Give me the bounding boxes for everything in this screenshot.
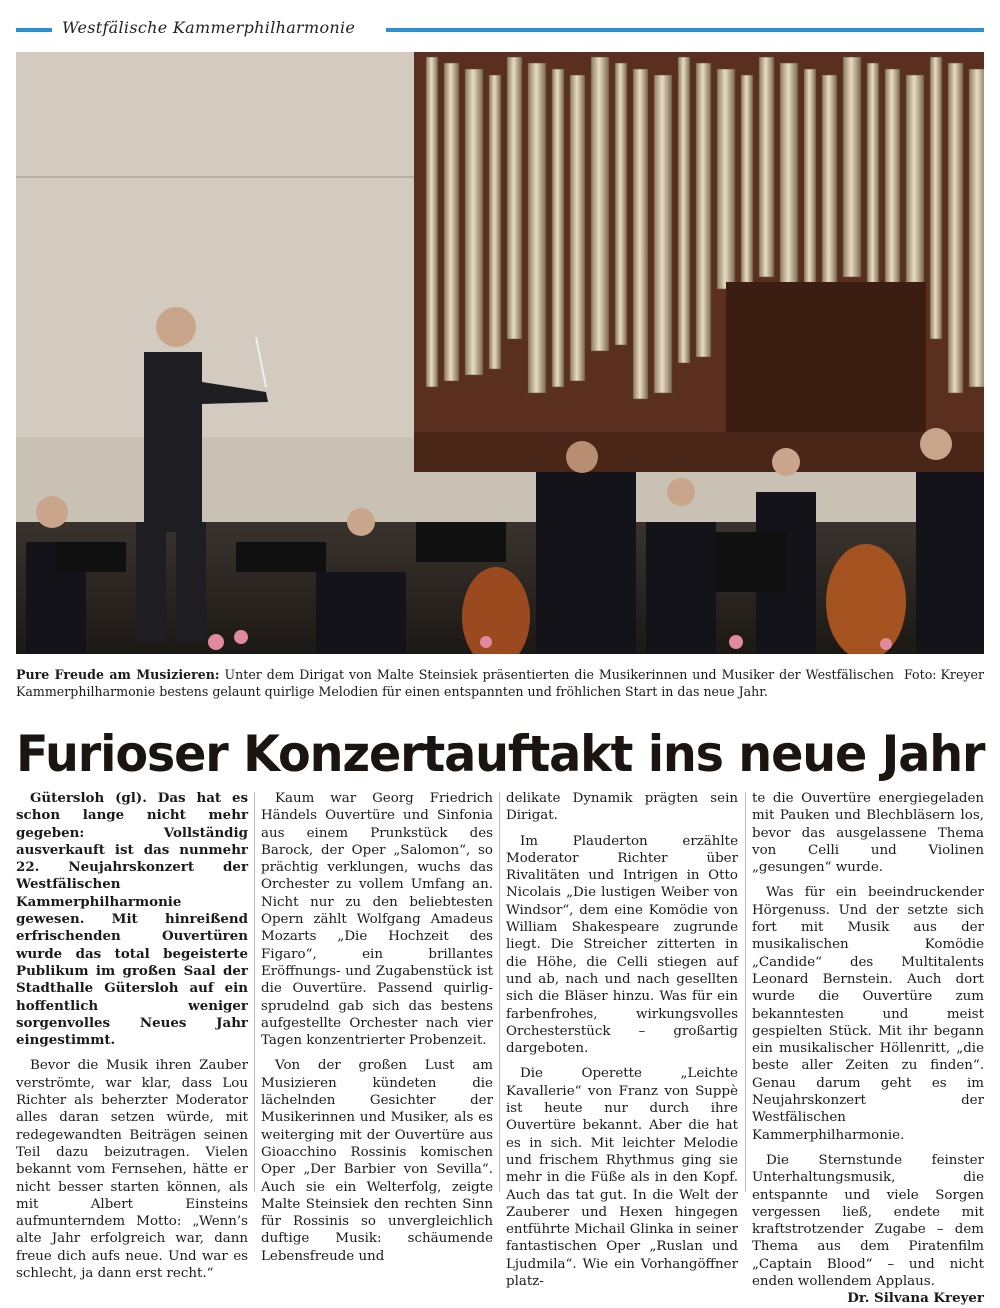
article-paragraph-continued: delikate Dynamik prägten sein Dirigat. xyxy=(506,791,738,824)
organ-pipe xyxy=(528,63,546,393)
organ-pipe xyxy=(885,69,900,289)
caption-text: Unter dem Dirigat von Malte Steinsiek präsentierten die Musikerinnen und Musiker der Westfälischen Kammerphilharmonie bestens gelaunt quirlige Melodien für einen entspannten und fröhlichen Start in das neue Jahr. xyxy=(16,667,894,699)
organ-pipe xyxy=(465,69,483,375)
photo-caption xyxy=(16,666,984,700)
article-lead-paragraph: Gütersloh (gl). Das hat es schon lange nicht mehr gegeben: Vollständig ausverkauft ist das nunmehr 22. Neujahrskonzert der Westfälischen Kammerphilharmonie gewesen. Mit hinreißend erfrischenden Ouvertüren wurde das total begeisterte Publikum im großen Saal der Stadthalle Gütersloh auf ein hoffentlich weniger sorgenvolles Neues Jahr eingestimmt. xyxy=(16,790,248,1049)
organ-pipe xyxy=(780,63,798,283)
section-header xyxy=(16,18,984,42)
organ-pipe xyxy=(822,75,837,295)
organ-pipe xyxy=(678,57,690,363)
column-divider xyxy=(745,792,746,1192)
organ-pipe xyxy=(615,63,627,345)
organ-pipe xyxy=(804,69,816,289)
organ-pipe xyxy=(906,75,924,295)
organ-pipe xyxy=(444,63,459,381)
organ-pipe xyxy=(633,69,648,399)
article-paragraph: Von der großen Lust am Musizieren kündeten die lächelnden Gesichter der Musikerinnen und Musiker, als es weiterging mit der Ouvertüre aus Gioacchino Rossinis komischen Oper „Der Barbier von Sevilla“. Auch sie ein Welterfolg, zeigte Malte Steinsiek den rechten Sinn für Rossinis so unvergleichlich duftige Musik: schäumende Lebensfreude und xyxy=(261,1058,493,1264)
article-paragraph: Die Operette „Leichte Kavallerie“ von Franz von Suppè ist heute nur durch ihre Ouvertüre bekannt. Aber die hat es in sich. Mit leichter Melodie und frischem Rhythmus ging sie mehr in die Füße als in den Kopf. Auch das tat gut. In die Welt der Zauberer und Hexen hingegen entführte Michail Glinka in seiner fantastischen Oper „Ruslan und Ljudmila“. Wie ein Vorhangöffner platz- xyxy=(506,1066,738,1290)
article-column-4 xyxy=(752,790,984,1308)
section-title: Westfälische Kammerphilharmonie xyxy=(62,18,356,37)
organ-pipe xyxy=(759,57,774,277)
concert-photo xyxy=(16,52,984,654)
article-column-1 xyxy=(16,790,248,1282)
article-column-3 xyxy=(506,790,738,1290)
article-paragraph: Kaum war Georg Friedrich Händels Ouvertüre und Sinfonia aus einem Prunkstück des Barock, der Oper „Salomon“, so prächtig verklungen, wuchs das Orchester zu vollem Umfang an. Nicht nur zu den beliebtesten Opern zählt Wolfgang Amadeus Mozarts „Die Hochzeit des Figaro“, ein brillantes Eröffnungs- und Zugabenstück ist die Ouvertüre. Passend quirlig-sprudelnd gab sich das bestens aufgestellte Orchester nach vier Tagen konzentrierter Probenzeit. xyxy=(261,791,493,1049)
photo-credit: Foto: Kreyer xyxy=(904,667,984,682)
header-rule-left xyxy=(16,28,52,32)
article-paragraph-continued: te die Ouvertüre energiegeladen mit Pauken und Blechbläsern los, bevor das ausgelassene Thema von Celli und Violinen „gesungen“ wurde. xyxy=(752,791,984,876)
caption-lead: Pure Freude am Musizieren: xyxy=(16,667,220,682)
organ-pipe xyxy=(489,75,501,369)
header-rule-right xyxy=(386,28,984,32)
article-paragraph: Bevor die Musik ihren Zauber verströmte, war klar, dass Lou Richter als beherzter Moderator alles daran setzen würde, mit redegewandten Beiträgen seinen Teil dazu beizutragen. Vielen bekannt vom Fernsehen, hätte er nicht besser starten können, als mit Albert Einsteins aufmunterndem Motto: „Wenn’s alte Jahr erfolgreich war, dann freue dich aufs neue. Und war es schlecht, ja dann erst recht.“ xyxy=(16,1058,248,1282)
organ-pipe xyxy=(948,63,963,393)
organ-pipe xyxy=(843,57,861,277)
organ-pipe xyxy=(717,69,735,289)
organ-pipe xyxy=(867,63,879,283)
organ-pipe xyxy=(507,57,522,339)
organ-pipe xyxy=(426,57,438,387)
organ-pipe xyxy=(570,75,585,381)
organ-pipe xyxy=(654,75,672,393)
column-divider xyxy=(254,792,255,1192)
organ-pipe xyxy=(696,63,711,357)
article-column-2 xyxy=(261,790,493,1265)
organ-pipe xyxy=(741,75,753,295)
organ-pipe xyxy=(969,69,984,387)
article-paragraph: Die Sternstunde feinster Unterhaltungsmusik, die entspannte und viele Sorgen vergessen ließ, endete mit kraftstrotzender Zugabe – dem Thema aus dem Piratenfilm „Captain Blood“ – und nicht enden wollendem Applaus. xyxy=(752,1152,984,1290)
article-paragraph: Im Plauderton erzählte Moderator Richter über Rivalitäten und Intrigen in Otto Nicolais „Die lustigen Weiber von Windsor“, dem eine Komödie von William Shakespeare zugrunde liegt. Die Streicher zitterten in die Höhe, die Celli stiegen auf und ab, nach und nach gesellten sich die Bläser hinzu. Was für ein farbenfrohes, wirkungsvolles Orchesterstück – großartig dargeboten. xyxy=(506,833,738,1057)
article-headline: Furioser Konzertauftakt ins neue Jahr xyxy=(16,725,985,783)
article-author: Dr. Silvana Kreyer xyxy=(847,1290,984,1307)
organ-pipe xyxy=(552,69,564,387)
article-body xyxy=(16,790,984,1307)
organ-pipe xyxy=(930,57,942,339)
column-divider xyxy=(499,792,500,1192)
article-paragraph: Was für ein beeindruckender Hörgenuss. Und der setzte sich fort mit Musik aus der musikalischen Komödie „Candide“ des Multitalents Leonard Bernstein. Auch dort wurde die Ouvertüre zum bekanntesten und meist gespielten Stück. Mit ihr begann ein musikalischer Höllenritt, „die beste aller Zeiten zu finden“. Genau darum geht es im Neujahrskonzert der Westfälischen Kammerphilharmonie. xyxy=(752,885,984,1143)
organ-pipe xyxy=(591,57,609,351)
